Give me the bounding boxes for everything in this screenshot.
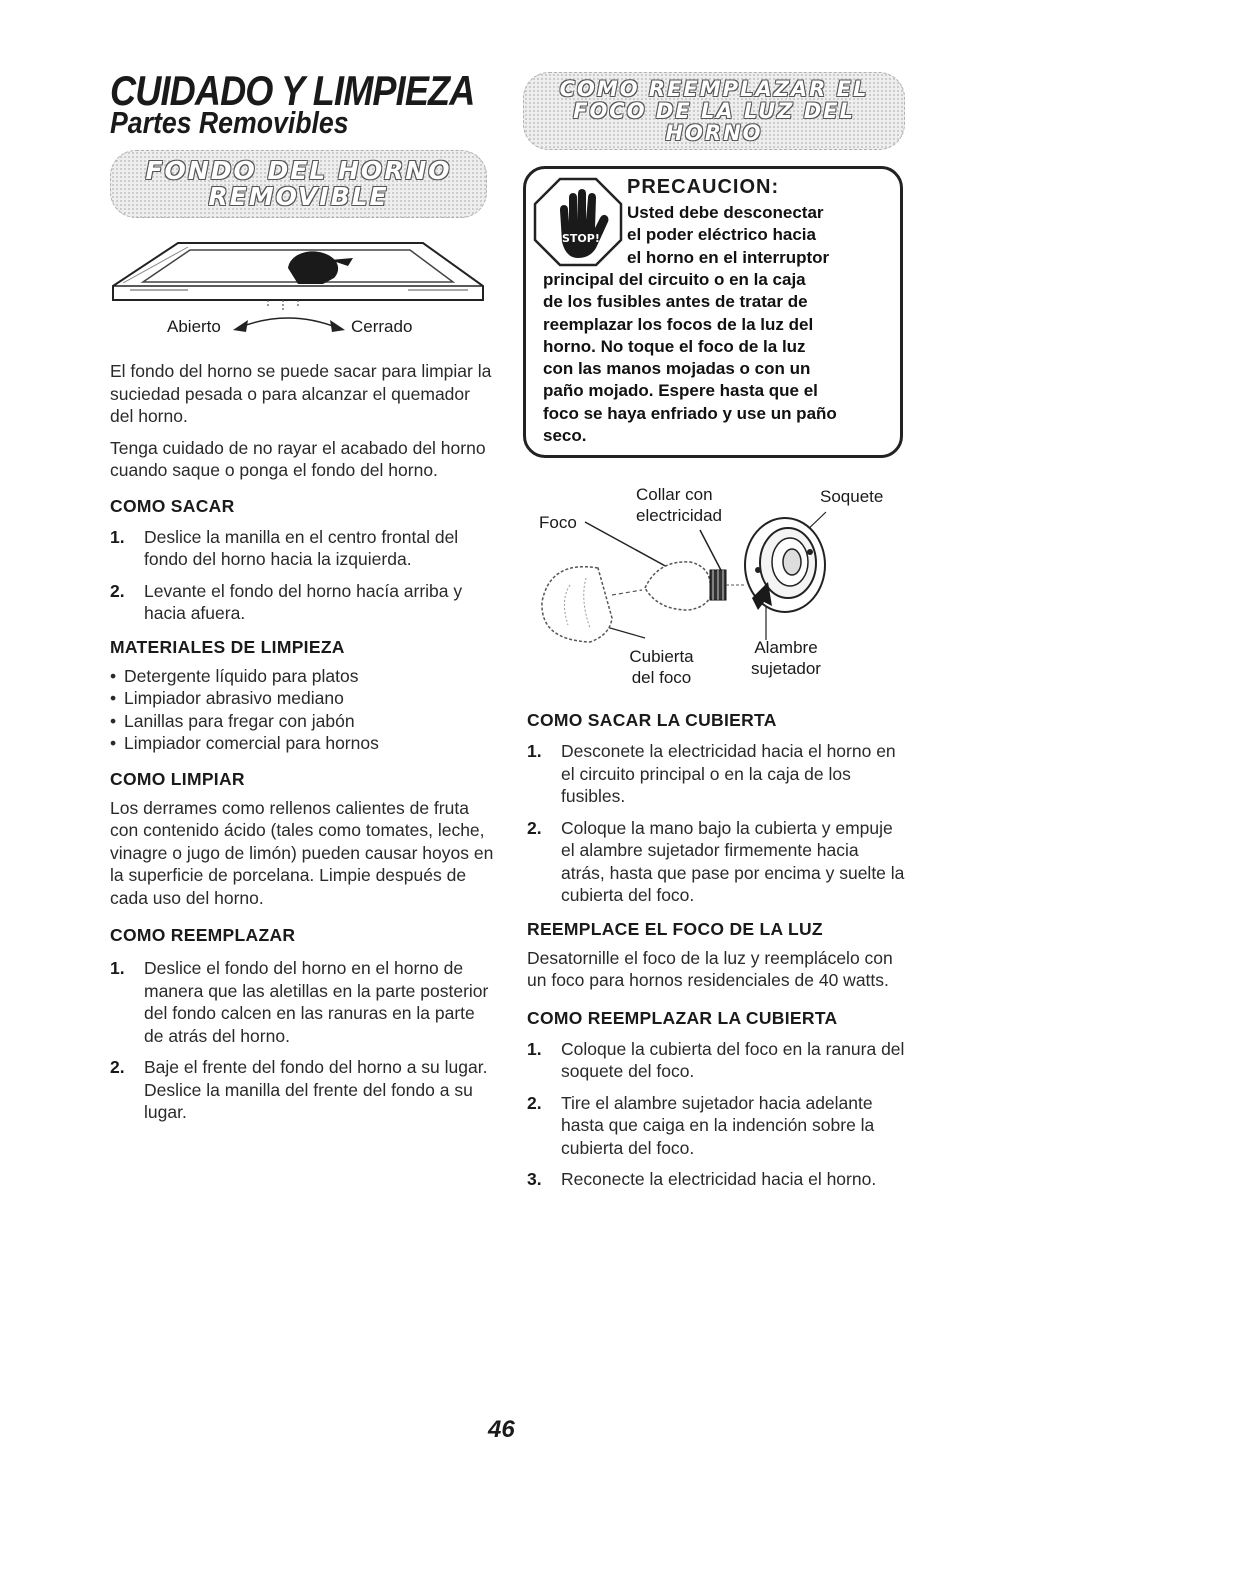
caution-line: el poder eléctrico hacia bbox=[627, 225, 816, 245]
list-item bbox=[110, 957, 495, 1047]
intro-paragraph: El fondo del horno se puede sacar para limpiar la suciedad pesada o para alcanzar el quemador del horno. bbox=[110, 361, 492, 426]
list-item bbox=[527, 1092, 907, 1160]
list-item bbox=[527, 1038, 907, 1083]
list-item bbox=[527, 1168, 907, 1191]
list-item bbox=[527, 817, 907, 907]
banner-line-2: REMOVIBLE bbox=[208, 182, 389, 211]
step-number: 2. bbox=[527, 1092, 542, 1113]
heading-como-reemplazar: COMO REEMPLAZAR bbox=[110, 925, 296, 945]
step-text: Coloque la cubierta del foco en la ranura del soquete del foco. bbox=[561, 1038, 905, 1081]
step-text: Baje el frente del fondo del horno a su lugar. Deslice la manilla del frente del fondo a su lugar. bbox=[144, 1057, 488, 1122]
caution-line: foco se haya enfriado y use un paño bbox=[543, 403, 837, 423]
heading-sacar-cubierta: COMO SACAR LA CUBIERTA bbox=[527, 710, 777, 730]
section-banner-removable-bottom bbox=[110, 150, 487, 218]
caution-line: con las manos mojadas o con un bbox=[543, 359, 811, 379]
label-cubierta-line1: Cubierta bbox=[629, 647, 694, 666]
banner-line-2: FOCO DE LA LUZ DEL HORNO bbox=[573, 98, 855, 146]
step-number: 2. bbox=[110, 1057, 125, 1077]
caution-line: reemplazar los focos de la luz del bbox=[543, 314, 814, 334]
step-number: 1. bbox=[527, 741, 542, 761]
heading-como-sacar: COMO SACAR bbox=[110, 495, 235, 516]
caution-line: el horno en el interruptor bbox=[627, 247, 830, 267]
list-item: • Lanillas para fregar con jabón bbox=[110, 710, 495, 733]
list-item: • Limpiador comercial para hornos bbox=[110, 732, 495, 755]
caution-text-full bbox=[543, 269, 893, 447]
caution-line: paño mojado. Espere hasta que el bbox=[543, 381, 818, 401]
caution-heading: PRECAUCION: bbox=[627, 176, 780, 198]
page-subtitle: Partes Removibles bbox=[110, 105, 349, 140]
step-number: 2. bbox=[527, 817, 542, 838]
step-text: Deslice la manilla en el centro frontal del fondo del horno hacia la izquierda. bbox=[144, 526, 459, 569]
page-title: CUIDADO Y LIMPIEZA bbox=[110, 67, 475, 114]
label-cubierta bbox=[614, 646, 709, 688]
step-text: Reconecte la electricidad hacia el horno. bbox=[561, 1169, 877, 1189]
label-soquete: Soquete bbox=[820, 487, 884, 506]
heading-reemplazar-cubierta: COMO REEMPLAZAR LA CUBIERTA bbox=[527, 1007, 838, 1028]
list-item bbox=[110, 526, 495, 571]
stop-label: STOP! bbox=[562, 232, 600, 245]
label-collar-line2: electricidad bbox=[636, 506, 722, 525]
caution-line: de los fusibles antes de tratar de bbox=[543, 292, 808, 312]
step-text: Coloque la mano bajo la cubierta y empuje el alambre sujetador firmemente hacia atrás, hasta que pase por encima y suelte la cubierta del foco. bbox=[561, 817, 905, 905]
label-alambre bbox=[736, 637, 836, 679]
caution-text-indented bbox=[627, 202, 887, 269]
label-alambre-line1: Alambre bbox=[754, 638, 818, 657]
heading-reemplace-foco: REEMPLACE EL FOCO DE LA LUZ bbox=[527, 918, 823, 939]
remove-steps bbox=[110, 526, 495, 625]
materials-list bbox=[110, 665, 495, 755]
replace-steps bbox=[110, 957, 495, 1124]
step-number: 2. bbox=[110, 580, 125, 601]
clean-paragraph: Los derrames como rellenos calientes de fruta con contenido ácido (tales como tomates, leche, vinagre o jugo de limón) pueden causar hoyos en la superficie de porcelana. Limpie después de cada uso del horno. bbox=[110, 797, 494, 908]
step-number: 1. bbox=[527, 1038, 542, 1059]
list-item: • Detergente líquido para platos bbox=[110, 665, 495, 688]
banner-line-1: COMO REEMPLAZAR EL bbox=[559, 76, 869, 101]
intro-paragraph: Tenga cuidado de no rayar el acabado del horno cuando saque o ponga el fondo del horno. bbox=[110, 437, 486, 480]
caution-line: Usted debe desconectar bbox=[627, 203, 824, 222]
list-item bbox=[110, 580, 495, 625]
page-number: 46 bbox=[488, 1416, 515, 1443]
list-item bbox=[527, 740, 907, 808]
caution-line: seco. bbox=[543, 426, 587, 446]
caution-line: horno. No toque el foco de la luz bbox=[543, 336, 806, 356]
stop-hand-icon bbox=[532, 176, 624, 268]
step-text: Levante el fondo del horno hacía arriba y hacia afuera. bbox=[144, 580, 463, 623]
step-text: Desconete la electricidad hacia el horno en el circuito principal o en la caja de los fusibles. bbox=[561, 741, 896, 806]
step-text: Deslice el fondo del horno en el horno de manera que las aletillas en la parte posterior del fondo calcen en las ranuras en la parte de atrás del horno. bbox=[144, 958, 489, 1046]
oven-bottom-diagram bbox=[108, 238, 488, 338]
replace-cover-steps bbox=[527, 1038, 907, 1191]
label-collar-line1: Collar con bbox=[636, 485, 713, 504]
step-number: 1. bbox=[110, 958, 125, 978]
list-item: • Limpiador abrasivo mediano bbox=[110, 687, 495, 710]
section-banner-replace-bulb bbox=[523, 72, 905, 150]
step-number: 3. bbox=[527, 1169, 542, 1189]
label-open: Abierto bbox=[167, 317, 221, 336]
replace-bulb-paragraph: Desatornille el foco de la luz y reemplácelo con un foco para hornos residenciales de 40 watts. bbox=[527, 947, 893, 990]
banner-line-1: FONDO DEL HORNO bbox=[145, 155, 452, 185]
caution-line: principal del circuito o en la caja bbox=[543, 270, 806, 289]
heading-como-limpiar: COMO LIMPIAR bbox=[110, 768, 245, 789]
label-alambre-line2: sujetador bbox=[751, 659, 821, 678]
left-column-text bbox=[110, 360, 495, 1133]
label-closed: Cerrado bbox=[351, 317, 413, 336]
label-foco: Foco bbox=[539, 513, 577, 532]
heading-materiales: MATERIALES DE LIMPIEZA bbox=[110, 636, 345, 657]
right-column-text bbox=[527, 710, 907, 1200]
remove-cover-steps bbox=[527, 740, 907, 907]
step-number: 1. bbox=[110, 526, 125, 547]
step-text: Tire el alambre sujetador hacia adelante hasta que caiga en la indención sobre la cubierta del foco. bbox=[561, 1092, 875, 1158]
list-item bbox=[110, 1056, 495, 1124]
label-cubierta-line2: del foco bbox=[631, 668, 692, 687]
label-collar bbox=[636, 484, 722, 526]
